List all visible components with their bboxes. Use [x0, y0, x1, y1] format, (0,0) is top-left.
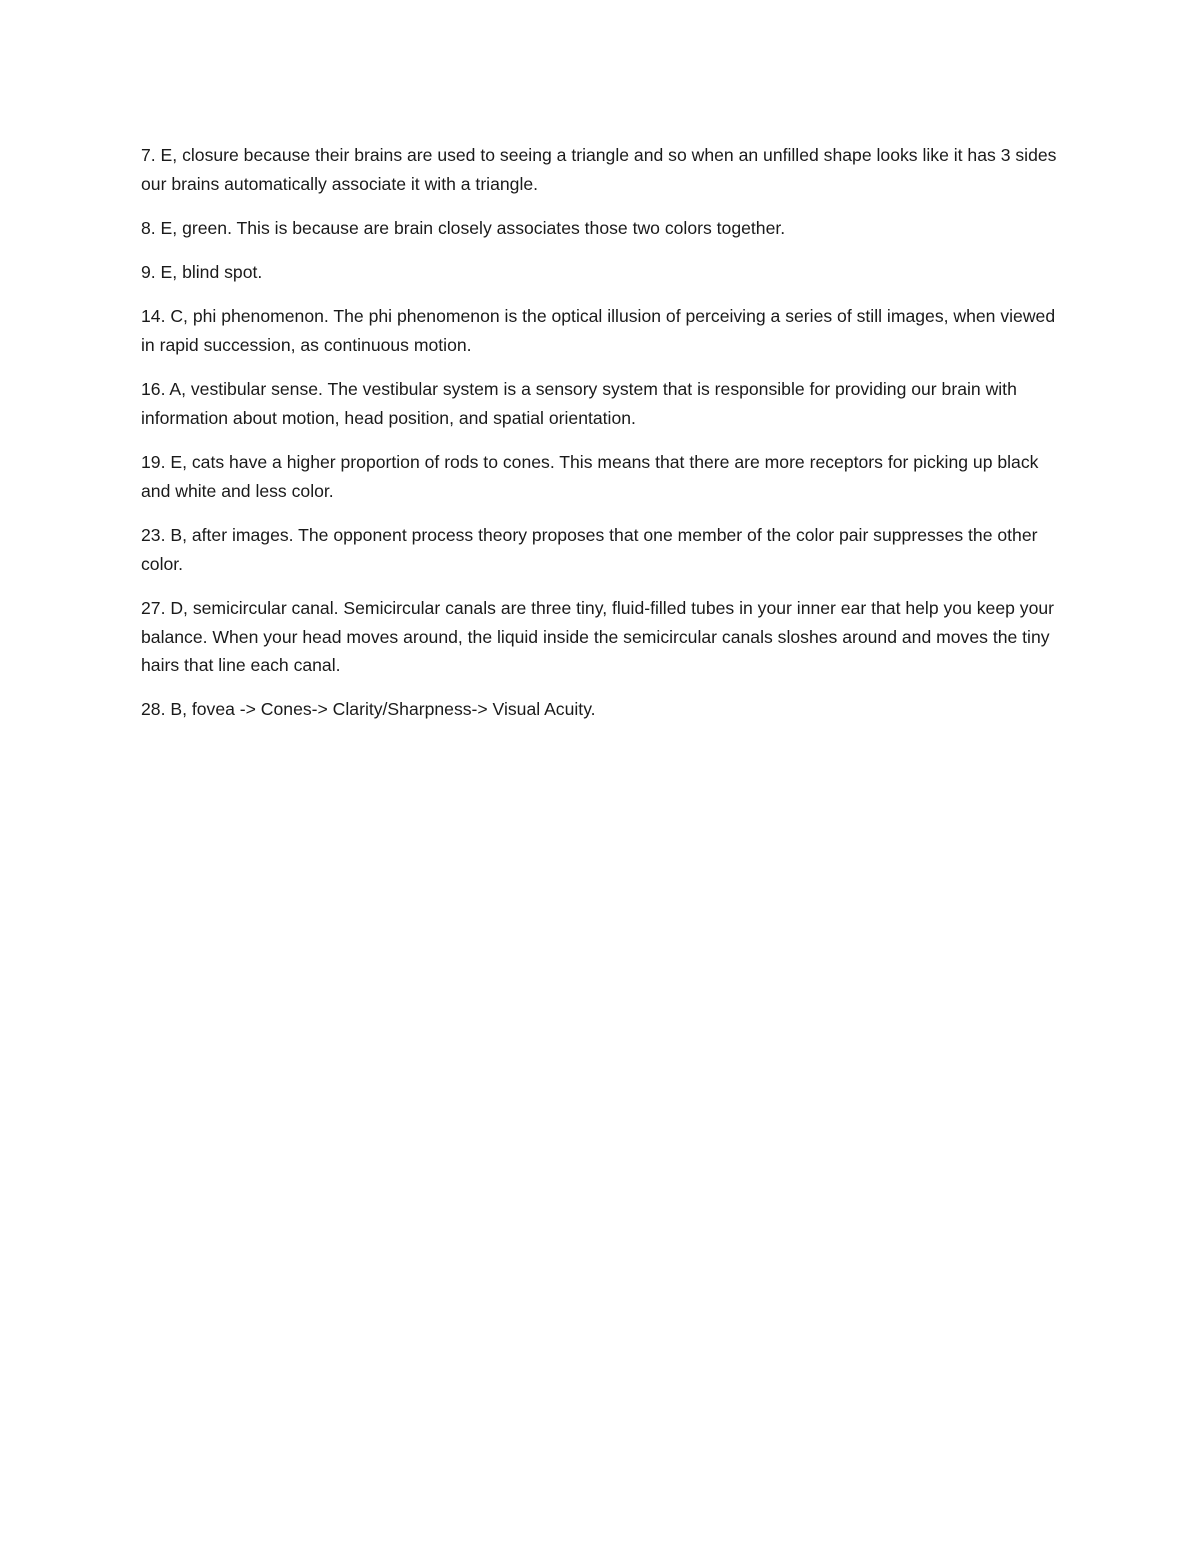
answer-list — [141, 141, 1059, 740]
answer-item-27: 27. D, semicircular canal. Semicircular canals are three tiny, fluid-filled tubes in your inner ear that help you keep your balance. When your head moves around, the liquid inside the semicircular canals sloshes around and moves the tiny hairs that line each canal. — [141, 597, 1055, 676]
answer-item-9: 9. E, blind spot. — [141, 262, 263, 283]
answer-item-7: 7. E, closure because their brains are used to seeing a triangle and so when an unfilled shape looks like it has 3 sides our brains automatically associate it with a triangle. — [141, 145, 1057, 194]
answer-item-23: 23. B, after images. The opponent process theory proposes that one member of the color pair suppresses the other color. — [141, 525, 1038, 574]
answer-item-14: 14. C, phi phenomenon. The phi phenomenon is the optical illusion of perceiving a series of still images, when viewed in rapid succession, as continuous motion. — [141, 306, 1056, 356]
answer-item-28: 28. B, fovea -> Cones-> Clarity/Sharpness-> Visual Acuity. — [141, 699, 596, 720]
answer-item-16: 16. A, vestibular sense. The vestibular system is a sensory system that is responsible for providing our brain with information about motion, head position, and spatial orientation. — [141, 379, 1017, 428]
answer-item-19: 19. E, cats have a higher proportion of rods to cones. This means that there are more receptors for picking up black and white and less color. — [141, 452, 1039, 501]
answer-item-8: 8. E, green. This is because are brain closely associates those two colors together. — [141, 217, 786, 238]
